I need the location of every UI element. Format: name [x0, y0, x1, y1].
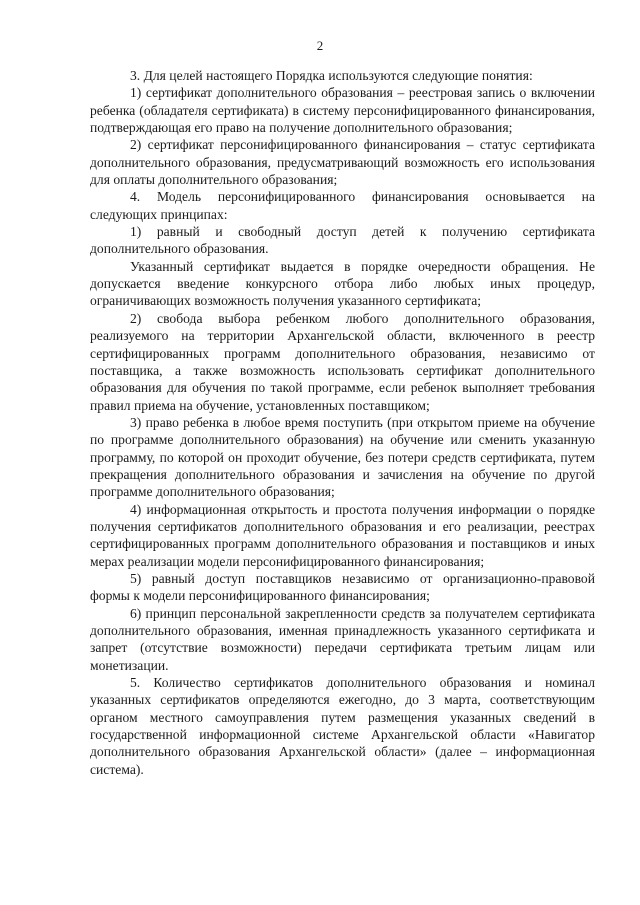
paragraph-5: 5. Количество сертификатов дополнительного образования и номинал указанных сертификатов определяются ежегодно, до 3 марта, соответствующим органом местного самоуправления путем размещения указанных сведений в государственной информационной системе Архангельской области «Навигатор дополнительного образования Архангельской области» (далее – информационная система). — [90, 675, 595, 777]
paragraph-principle-2: 2) свобода выбора ребенком любого дополнительного образования, реализуемого на территории Архангельской области, включенного в реестр сертифицированных программ дополнительного образования, независимо от поставщика, а также возможность использовать сертификат дополнительного образования для обучения по такой программе, если ребенок выполняет требования правил приема на обучение, установленных поставщиком; — [90, 310, 595, 413]
page-number: 2 — [316, 38, 324, 53]
paragraph-principle-1: 1) равный и свободный доступ детей к получению сертификата дополнительного образования. — [90, 224, 595, 257]
paragraph-3-intro: 3. Для целей настоящего Порядка используются следующие понятия: — [130, 68, 533, 83]
paragraph-definition-2: 2) сертификат персонифицированного финансирования – статус сертификата дополнительного образования, предусматривающий возможность его использования для оплаты дополнительного образования; — [90, 137, 595, 188]
paragraph-principle-6: 6) принцип персональной закрепленности средств за получателем сертификата дополнительного образования, именная принадлежность указанного сертификата и запрет (отсутствие возможности) передачи сертификата третьим лицам или монетизации. — [90, 605, 595, 673]
paragraph-principle-5: 5) равный доступ поставщиков независимо от организационно-правовой формы к модели персонифицированного финансирования; — [90, 570, 595, 604]
paragraph-definition-1: 1) сертификат дополнительного образования – реестровая запись о включении ребенка (обладателя сертификата) в систему персонифицированного финансирования, подтверждающая его право на получение дополнительного образования; — [90, 85, 595, 136]
paragraph-principle-4: 4) информационная открытость и простота получения информации о порядке получения сертификатов дополнительного образования и его реализации, реестрах сертифицированных программ дополнительного образования и поставщиков и иных мерах реализации модели персонифицированного финансирования; — [90, 501, 595, 569]
paragraph-principle-3: 3) право ребенка в любое время поступить (при открытом приеме на обучение по программе дополнительного образования) на обучение или сменить указанную программу, по которой он проходит обучение, без потери средств сертификата, путем прекращения дополнительного образования и зачисления на обучение по другой программе дополнительного образования; — [90, 414, 595, 500]
document-body — [90, 67, 595, 778]
paragraph-4-intro: 4. Модель персонифицированного финансирования основывается на следующих принципах: — [90, 189, 595, 222]
paragraph-principle-1-detail: Указанный сертификат выдается в порядке очередности обращения. Не допускается введение конкурсного отбора либо любых иных процедур, ограничивающих возможность получения указанного сертификата; — [90, 258, 595, 309]
